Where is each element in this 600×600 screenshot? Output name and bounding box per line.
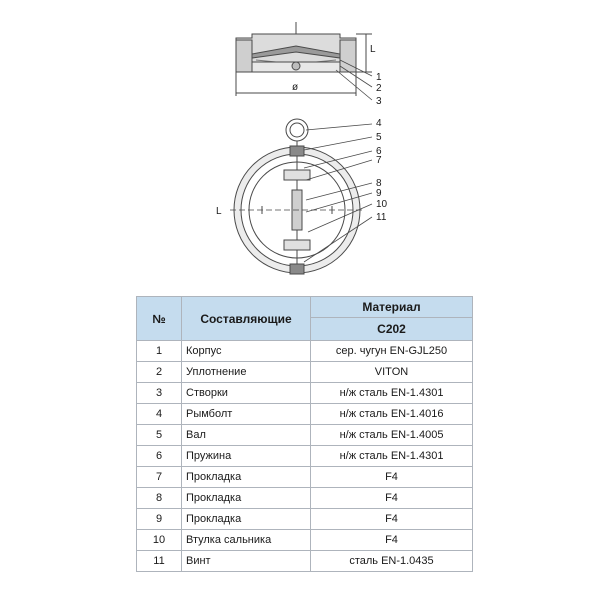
row-material: н/ж сталь EN-1.4005	[311, 425, 473, 446]
table-body	[137, 341, 473, 572]
row-material: F4	[311, 488, 473, 509]
header-num: №	[137, 297, 182, 341]
row-component: Вал	[182, 425, 311, 446]
row-number: 9	[137, 509, 182, 530]
table-row	[137, 341, 473, 362]
row-number: 6	[137, 446, 182, 467]
row-material: F4	[311, 467, 473, 488]
callout-7: 7	[376, 155, 382, 166]
row-material: сер. чугун EN-GJL250	[311, 341, 473, 362]
table-header-row	[137, 297, 473, 318]
table-row	[137, 425, 473, 446]
row-number: 10	[137, 530, 182, 551]
table-row	[137, 530, 473, 551]
row-component: Прокладка	[182, 467, 311, 488]
row-material: н/ж сталь EN-1.4016	[311, 404, 473, 425]
callout-10: 10	[376, 199, 388, 210]
header-component: Составляющие	[182, 297, 311, 341]
table-row	[137, 446, 473, 467]
callout-4: 4	[376, 118, 382, 129]
row-component: Уплотнение	[182, 362, 311, 383]
row-component: Прокладка	[182, 488, 311, 509]
row-component: Корпус	[182, 341, 311, 362]
row-number: 8	[137, 488, 182, 509]
table-row	[137, 383, 473, 404]
callout-11: 11	[376, 212, 387, 223]
table-row	[137, 509, 473, 530]
row-number: 11	[137, 551, 182, 572]
row-component: Прокладка	[182, 509, 311, 530]
valve-technical-drawing	[0, 0, 600, 290]
row-component: Пружина	[182, 446, 311, 467]
row-number: 3	[137, 383, 182, 404]
materials-table	[136, 296, 473, 572]
row-number: 1	[137, 341, 182, 362]
table-row	[137, 362, 473, 383]
row-material: VITON	[311, 362, 473, 383]
callout-5: 5	[376, 132, 382, 143]
callout-1: 1	[376, 72, 382, 83]
row-component: Створки	[182, 383, 311, 404]
label-L-front: L	[216, 206, 222, 217]
row-material: F4	[311, 509, 473, 530]
callout-2: 2	[376, 83, 382, 94]
header-model: C202	[311, 318, 473, 341]
callout-9: 9	[376, 188, 382, 199]
row-material: сталь EN-1.0435	[311, 551, 473, 572]
front-view	[230, 119, 372, 274]
label-diameter: ø	[292, 82, 299, 93]
table-row	[137, 488, 473, 509]
row-component: Рымболт	[182, 404, 311, 425]
callout-8: 8	[376, 178, 382, 189]
row-number: 4	[137, 404, 182, 425]
row-material: н/ж сталь EN-1.4301	[311, 383, 473, 404]
table-row	[137, 551, 473, 572]
callout-3: 3	[376, 96, 382, 107]
row-component: Втулка сальника	[182, 530, 311, 551]
row-material: F4	[311, 530, 473, 551]
header-material: Материал	[311, 297, 473, 318]
table-row	[137, 404, 473, 425]
row-component: Винт	[182, 551, 311, 572]
callout-6: 6	[376, 146, 382, 157]
row-number: 2	[137, 362, 182, 383]
row-number: 5	[137, 425, 182, 446]
row-material: н/ж сталь EN-1.4301	[311, 446, 473, 467]
row-number: 7	[137, 467, 182, 488]
label-L-side: L	[370, 44, 376, 55]
side-section-view	[236, 22, 372, 100]
table-row	[137, 467, 473, 488]
